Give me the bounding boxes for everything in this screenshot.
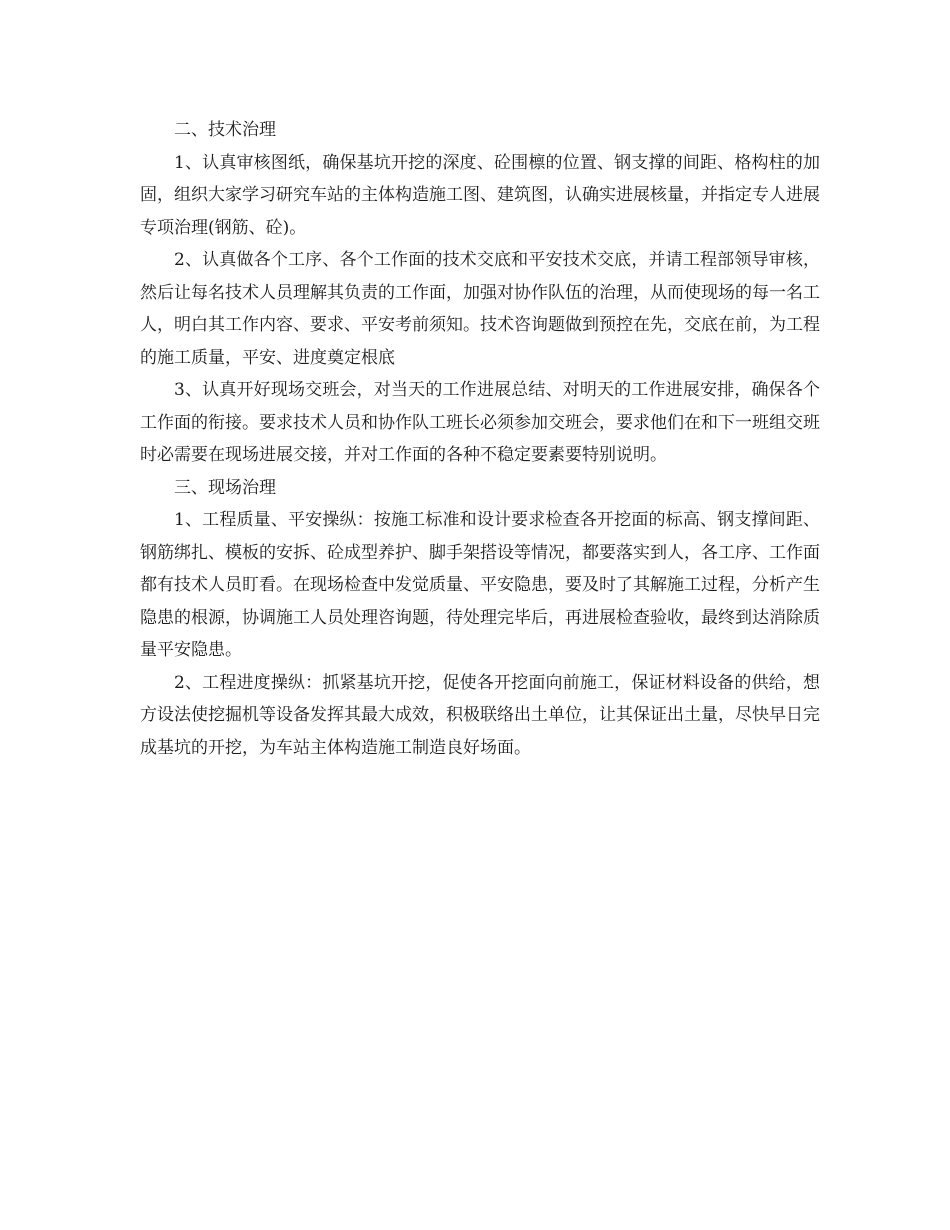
section-heading-technical-management: 二、技术治理 bbox=[174, 120, 276, 140]
paragraph-technical-3: 3、认真开好现场交班会，对当天的工作进展总结、对明天的工作进展安排，确保各个工作面的衔接。要求技术人员和协作队工班长必须参加交班会，要求他们在和下一班组交班时必需要在现场进展交接，并对工作面的各种不稳定要素要特别说明。 bbox=[140, 380, 820, 465]
section-heading-site-management: 三、现场治理 bbox=[174, 477, 276, 498]
paragraph-technical-1: 1、认真审核图纸，确保基坑开挖的深度、砼围檩的位置、钢支撑的间距、格构柱的加固，组织大家学习研究车站的主体构造施工图、建筑图，认确实进展核量，并指定专人进展专项治理(钢筋、砼)。 bbox=[140, 152, 820, 238]
paragraph-site-1: 1、工程质量、平安操纵：按施工标准和设计要求检查各开挖面的标高、钢支撑间距、钢筋绑扎、模板的安拆、砼成型养护、脚手架搭设等情况，都要落实到人，各工序、工作面都有技术人员盯看。在现场检查中发觉质量、平安隐患，要及时了其解施工过程，分析产生隐患的根源，协调施工人员处理咨询题，待处理完毕后，再进展检查验收，最终到达消除质量平安隐患。 bbox=[140, 510, 820, 660]
paragraph-technical-2: 2、认真做各个工序、各个工作面的技术交底和平安技术交底，并请工程部领导审核，然后让每名技术人员理解其负责的工作面，加强对协作队伍的治理，从而使现场的每一名工人，明白其工作内容、要求、平安考前须知。技术咨询题做到预控在先，交底在前，为工程的施工质量，平安、进度奠定根底 bbox=[140, 250, 820, 368]
paragraph-site-2: 2、工程进度操纵：抓紧基坑开挖，促使各开挖面向前施工，保证材料设备的供给，想方设法使挖掘机等设备发挥其最大成效，积极联络出土单位，让其保证出土量，尽快早日完成基坑的开挖，为车站主体构造施工制造良好场面。 bbox=[140, 672, 820, 758]
document-body bbox=[140, 114, 820, 764]
